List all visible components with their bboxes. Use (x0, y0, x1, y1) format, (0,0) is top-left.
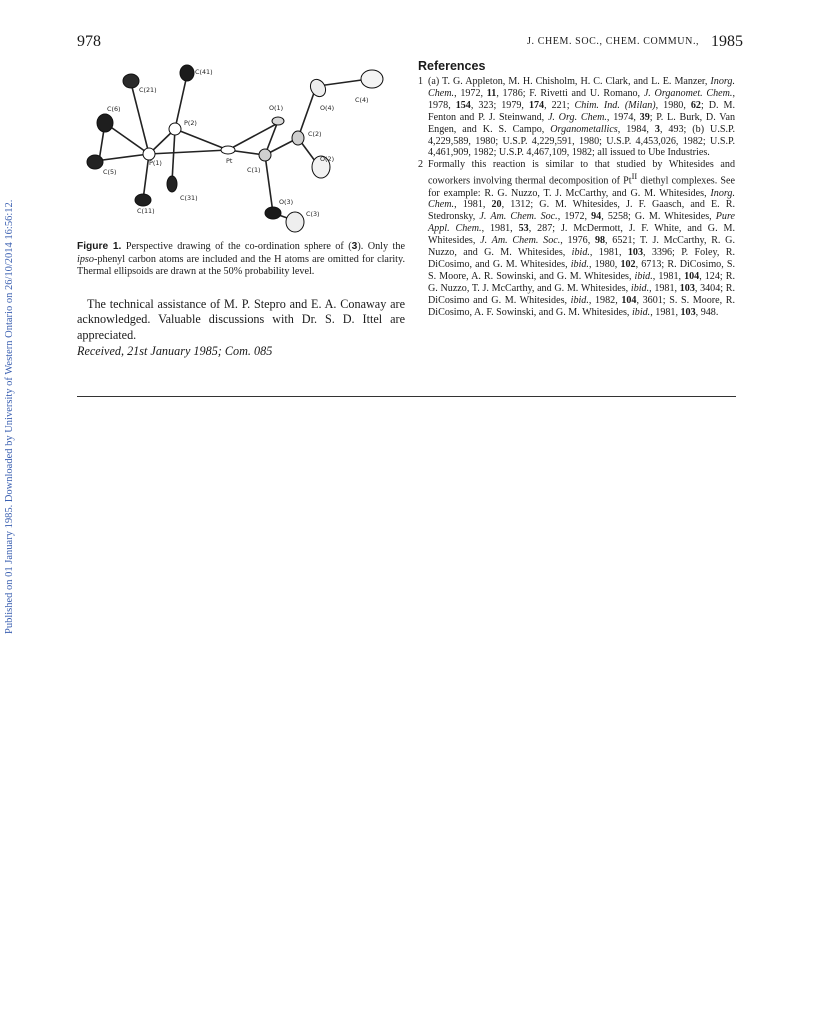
atom-c21 (123, 74, 139, 88)
label-c5: C(5) (103, 168, 117, 176)
atom-c4 (361, 70, 383, 88)
molecular-structure-figure (77, 58, 405, 238)
label-c41: C(41) (195, 68, 213, 76)
caption-text: -phenyl carbon atoms are included and the H atoms are omitted for clarity. Thermal ellipsoids are drawn at the 50% probability level. (77, 253, 405, 278)
atom-c3 (286, 212, 304, 232)
caption-label: Figure 1. (77, 241, 122, 252)
label-p1: P(1) (149, 159, 162, 167)
label-c11: C(11) (137, 207, 155, 215)
label-c21: C(21) (139, 86, 157, 94)
label-c2: C(2) (308, 130, 322, 138)
reference-number: 2 (418, 159, 424, 171)
received-date: Received, 21st January 1985; Com. 085 (77, 344, 273, 358)
label-pt: Pt (226, 157, 233, 165)
label-o4: O(4) (320, 104, 335, 112)
atom-c41 (180, 65, 194, 81)
atom-pt (221, 146, 235, 154)
atom-o4 (307, 77, 328, 100)
atom-p2 (169, 123, 181, 135)
atom-c5 (87, 155, 103, 169)
ortep-drawing (77, 58, 405, 238)
caption-italic: ipso (77, 253, 94, 265)
download-watermark: Published on 01 January 1985. Downloaded by University of Western Ontario on 26/10/2014 16:56:12. (4, 199, 15, 634)
caption-text: Perspective drawing of the co-ordination sphere of ( (121, 241, 352, 252)
label-c3: C(3) (306, 210, 320, 218)
reference-number: 1 (418, 76, 424, 87)
references-heading: References (418, 59, 486, 73)
acknowledgement: The technical assistance of M. P. Stepro and E. A. Conaway are acknowledged. Valuable discussions with Dr. S. D. Ittel are appreciated. (77, 297, 405, 342)
atom-c11 (135, 194, 151, 206)
atom-o3 (265, 207, 281, 219)
label-p2: P(2) (184, 119, 197, 127)
references-list (418, 76, 735, 318)
page-number: 978 (77, 33, 101, 50)
atom-c1 (259, 149, 271, 161)
section-divider (77, 396, 736, 397)
figure-caption (77, 241, 405, 279)
label-o3: O(3) (279, 198, 294, 206)
label-c6: C(6) (107, 105, 121, 113)
reference-item (418, 159, 735, 318)
atom-c6 (97, 114, 113, 132)
label-c4: C(4) (355, 96, 369, 104)
caption-text: ). Only the (357, 241, 406, 252)
reference-item (418, 76, 735, 159)
atom-o1 (272, 117, 284, 125)
label-c31: C(31) (180, 194, 198, 202)
label-o1: O(1) (269, 104, 284, 112)
compound-number: 3 (351, 241, 358, 252)
reference-text: Formally this reaction is similar to that studied by Whitesides and coworkers involving thermal decomposition of $Pt^{II}$ diethyl complexes. See for example: R. G. Nuzzo, T. J. McCarthy, and G. M. Whitesides, Inorg. Chem., 1981, 20, 1312; G. M. Whitesides, J. F. Gaasch, and E. R. Stedronsky, J. Am. Chem. Soc., 1972, 94, 5258; G. M. Whitesides, Pure Appl. Chem., 1981, 53, 287; J. McDermott, J. F. White, and G. M. Whitesides, J. Am. Chem. Soc., 1976, 98, 6521; T. J. McCarthy, R. G. Nuzzo, and G. M. Whitesides, ibid., 1981, 103, 3396; P. Foley, R. DiCosimo, and G. M. Whitesides, ibid., 1980, 102, 6713; R. DiCosimo, S. S. Moore, A. R. Sowinski, and G. M. Whitesides, ibid., 1981, 104, 124; R. G. Nuzzo, T. J. McCarthy, and G. M. Whitesides, ibid., 1981, 103, 3404; R. DiCosimo and G. M. Whitesides, ibid., 1982, 104, 3601; S. S. Moore, R. DiCosimo, A. F. Sowinski, and G. M. Whitesides, ibid., 1981, 103, 948. (428, 159, 736, 318)
journal-year: 1985 (711, 33, 743, 50)
label-c1: C(1) (247, 166, 261, 174)
reference-text: (a) T. G. Appleton, M. H. Chisholm, H. C. Clark, and L. E. Manzer, Inorg. Chem., 1972, 11, 1786; F. Rivetti and U. Romano, J. Organomet. Chem., 1978, 154, 323; 1979, 174, 221; Chim. Ind. (Milan), 1980, 62; D. M. Fenton and P. J. Steinwand, J. Org. Chem., 1974, 39; P. L. Burk, D. Van Engen, and K. S. Campo, Organometallics, 1984, 3, 493; (b) U.S.P. 4,229,589, 1980; U.S.P. 4,229,591, 1980; U.S.P. 4,453,026, 1982; U.S.P. 4,461,909, 1982; U.S.P. 4,467,109, 1982; all issued to Ube Industries. (428, 76, 736, 159)
atom-c31 (167, 176, 177, 192)
atom-c2 (292, 131, 304, 145)
label-o2: O(2) (320, 155, 335, 163)
journal-header: J. CHEM. SOC., CHEM. COMMUN., (527, 36, 700, 47)
atom-ellipsoids (87, 65, 383, 232)
